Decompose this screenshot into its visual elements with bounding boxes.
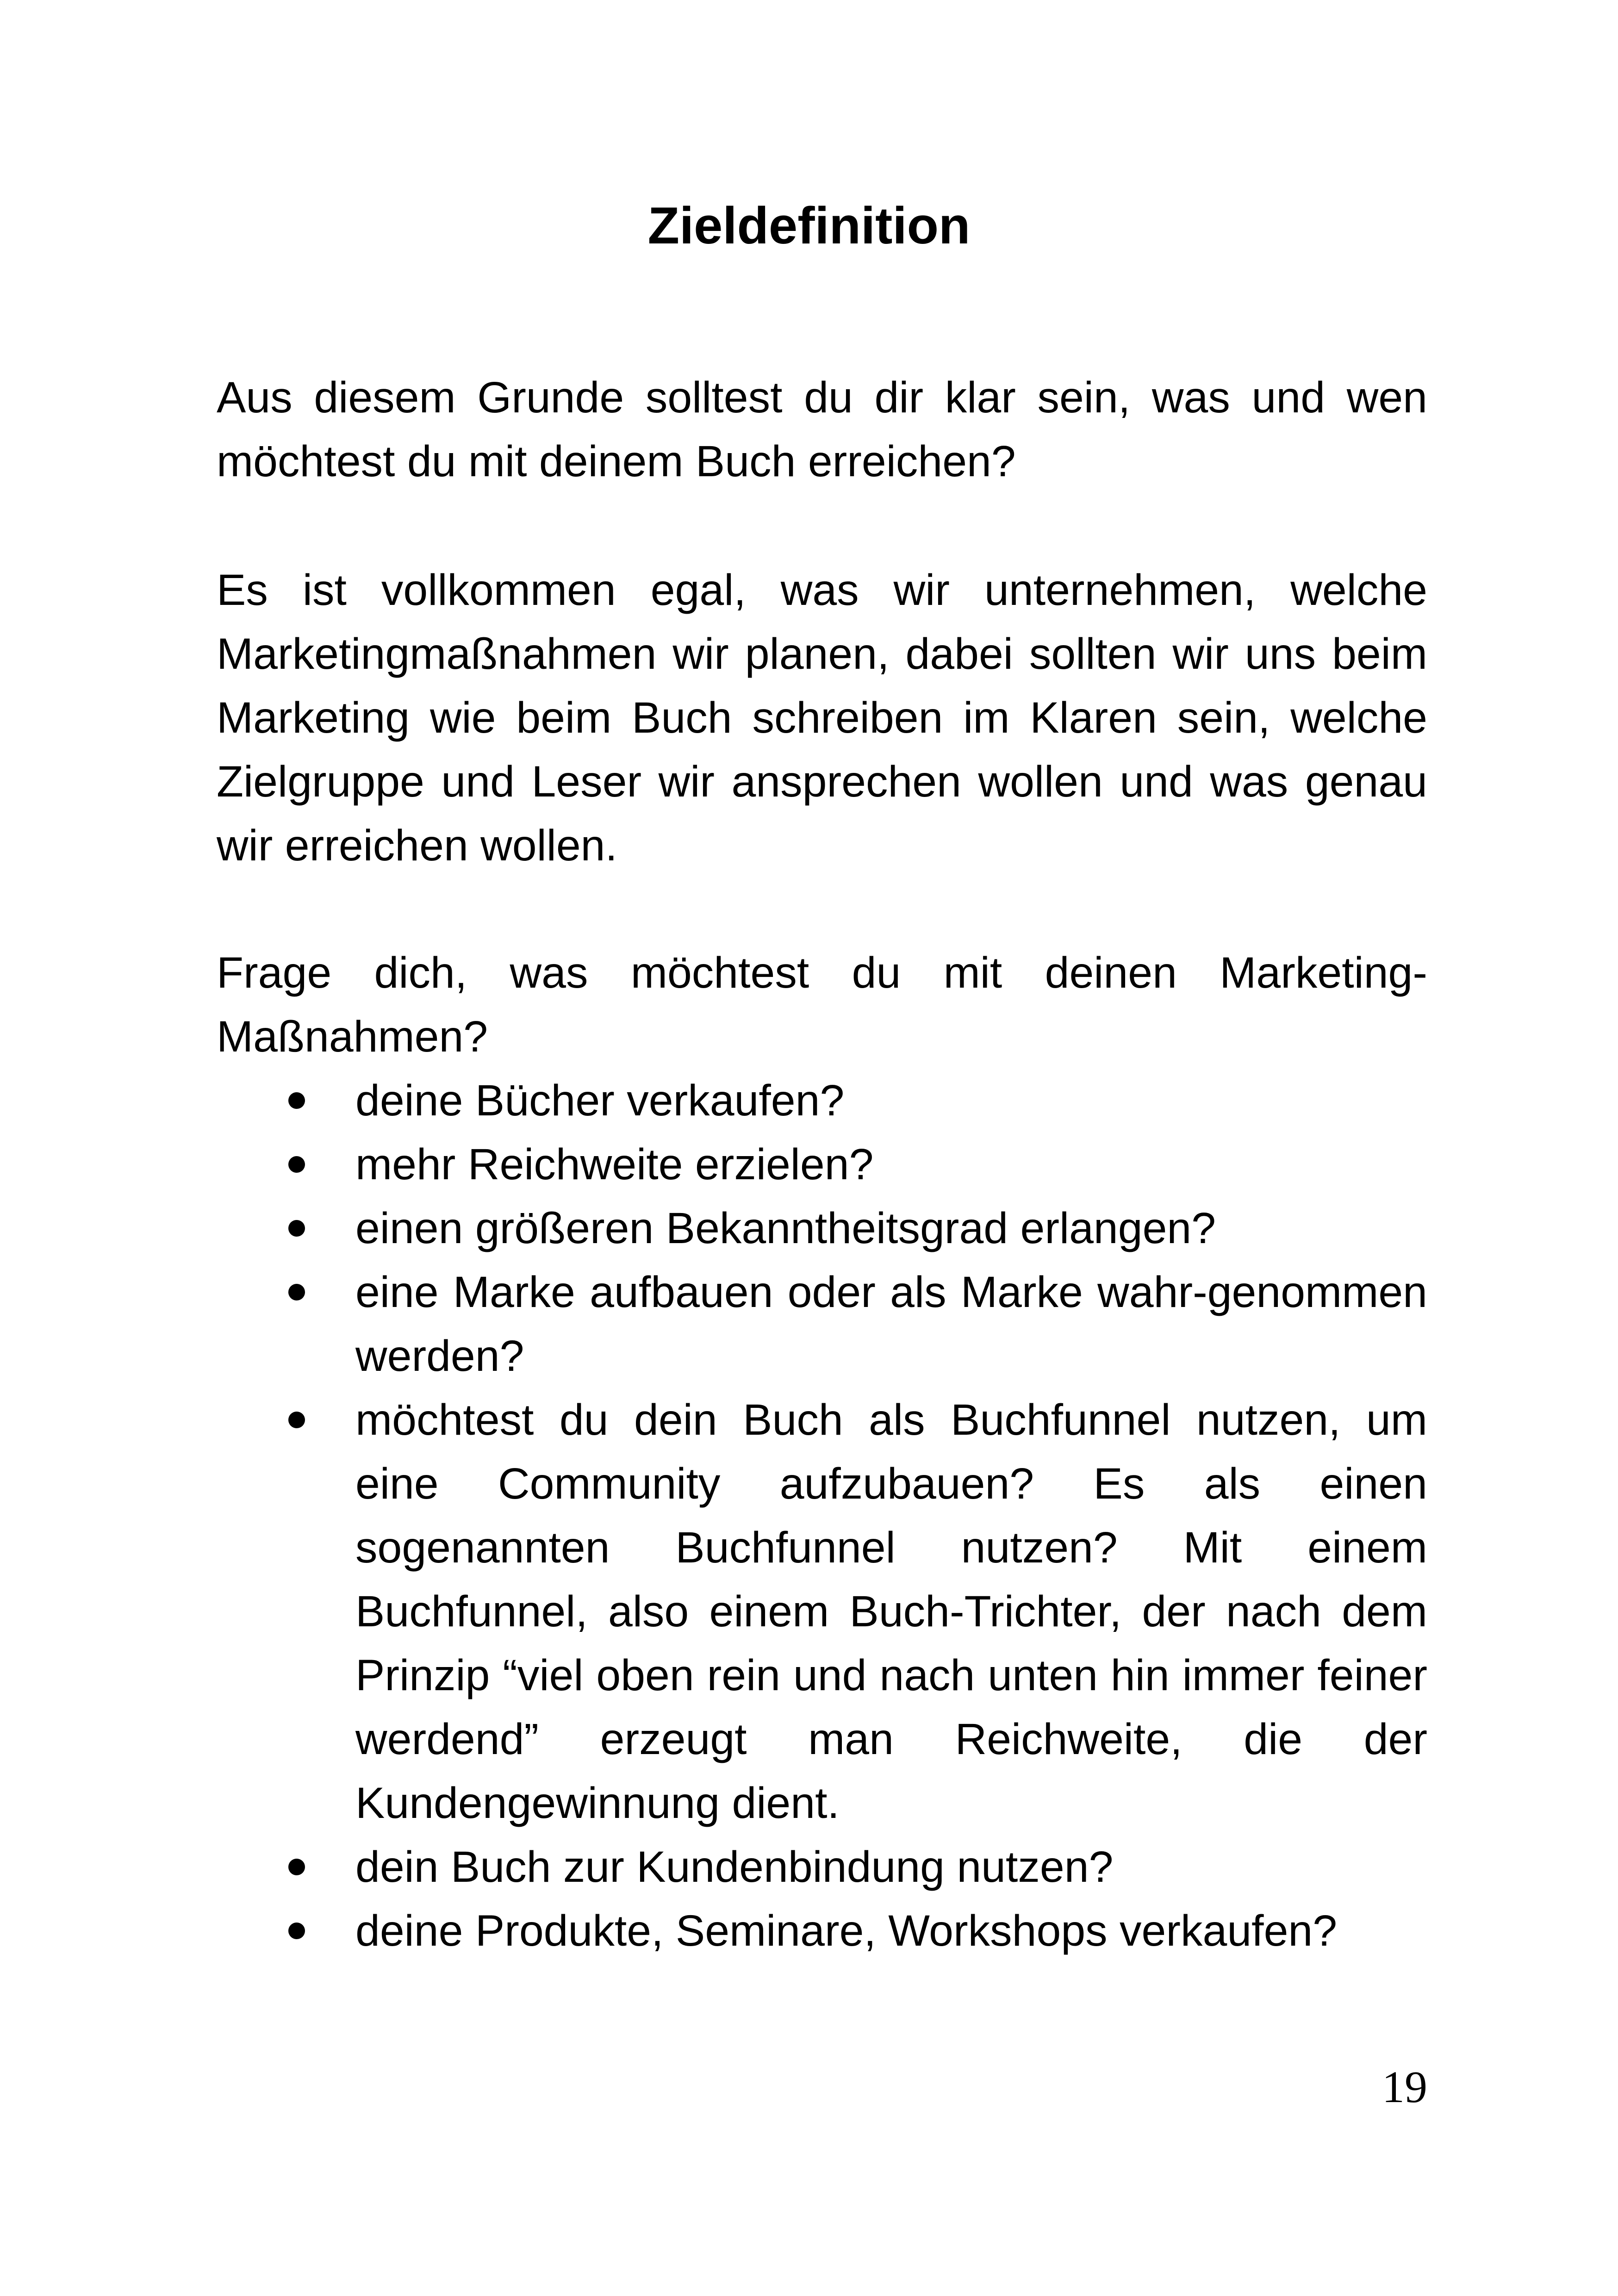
list-item <box>217 1069 1427 1132</box>
paragraph-marketing: Es ist vollkommen egal, was wir unternehmen, welche Marketingmaßnahmen wir planen, dabei sollten wir uns beim Marketing wie beim Buch schreiben im Klaren sein, welche Zielgruppe und Leser wir ansprechen wollen und was genau wir erreichen wollen. <box>217 566 1427 870</box>
bullet-icon <box>288 1923 305 1939</box>
paragraph-question: Frage dich, was möchtest du mit deinen Marketing-Maßnahmen? <box>217 948 1427 1061</box>
list-item-text: möchtest du dein Buch als Buchfunnel nutzen, um eine Community aufzubauen? Es als einen sogenannten Buchfunnel nutzen? Mit einem Buchfunnel, also einem Buch-Trichter, der nach dem Prinzip “viel oben rein und nach unten hin immer feiner werdend” erzeugt man Reichweite, die der Kundengewinnung dient. <box>355 1395 1427 1828</box>
bullet-icon <box>288 1156 305 1173</box>
page-title: Zieldefinition <box>647 197 971 255</box>
list-item-text: deine Bücher verkaufen? <box>355 1076 845 1125</box>
list-item-text: mehr Reichweite erzielen? <box>355 1140 874 1189</box>
list-item <box>217 1260 1427 1388</box>
list-item-text: einen größeren Bekanntheitsgrad erlangen? <box>355 1204 1216 1253</box>
paragraph-intro: Aus diesem Grunde solltest du dir klar sein, was und wen möchtest du mit deinem Buch erreichen? <box>217 373 1427 486</box>
bullet-icon <box>288 1284 305 1300</box>
list-item <box>217 1388 1427 1835</box>
bullet-icon <box>288 1092 305 1109</box>
list-item <box>217 1835 1427 1899</box>
bullet-icon <box>288 1859 305 1875</box>
goals-bullet-list <box>217 1069 1427 1963</box>
page-number: 19 <box>1382 2062 1427 2112</box>
bullet-icon <box>288 1412 305 1428</box>
list-item <box>217 1132 1427 1196</box>
list-item-text: deine Produkte, Seminare, Workshops verkaufen? <box>355 1906 1338 1955</box>
bullet-icon <box>288 1220 305 1237</box>
list-item-text: eine Marke aufbauen oder als Marke wahr-genommen werden? <box>355 1268 1427 1381</box>
list-item-text: dein Buch zur Kundenbindung nutzen? <box>355 1842 1114 1892</box>
list-item <box>217 1196 1427 1260</box>
list-item <box>217 1899 1427 1963</box>
